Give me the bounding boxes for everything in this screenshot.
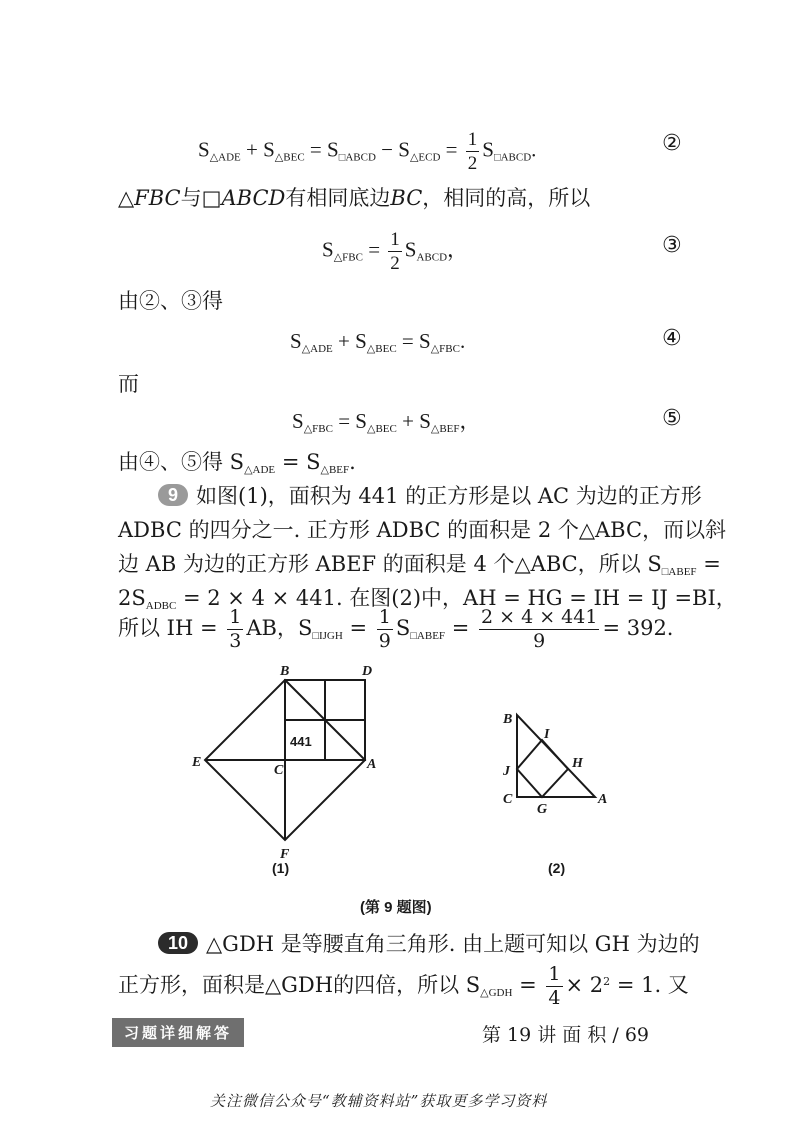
fig2-pt-g: G	[537, 802, 548, 815]
fig2-caption: (2)	[548, 860, 566, 876]
fig1-pt-e: E	[192, 755, 202, 770]
fig2-pt-a: A	[598, 792, 608, 807]
eq2-sub-ade: △ADE	[209, 151, 241, 164]
fig1-caption: (1)	[272, 860, 290, 876]
bottom-note: 关注微信公众号“教辅资料站”获取更多学习资料	[210, 1092, 548, 1110]
fig2-pt-b: B	[503, 712, 513, 727]
fig1-pt-c: C	[274, 763, 284, 778]
equation-3: $S_{\triangle FBC}$ = $\frac{1}{2}$ $S_{ABCD}$，	[322, 229, 469, 274]
fig1-area-label: 441	[290, 734, 312, 749]
text-from-4-5: 由④、⑤得 $S_{\triangle ADE} = S_{\triangle BEF}$.	[118, 450, 356, 476]
footer-section-tab: 习题详细解答	[112, 1018, 244, 1047]
text-and: 而	[118, 372, 139, 396]
figure-2	[495, 705, 625, 815]
square-ihgj	[517, 740, 568, 797]
p10-line-2: 正方形，面积是△GDH的四倍，所以 $S_{\triangle GDH}$ = $\frac{1}{4}$ × $2^2 = 1$. 又	[118, 963, 689, 1009]
figure-1	[180, 660, 400, 880]
equation-2: $S_{\triangle ADE} + S_{\triangle BEC} = S_{□ABCD} - S_{\triangle ECD}$ = $\frac{1}{2}$ $S_{□ABCD}$.	[198, 129, 537, 174]
fig1-pt-b: B	[280, 664, 290, 679]
equation-number-4: ④	[662, 326, 682, 351]
fig1-pt-a: A	[367, 757, 377, 772]
fig2-pt-c: C	[503, 792, 513, 807]
fig2-pt-j: J	[503, 764, 510, 779]
p10-line-1: 10 △GDH 是等腰直角三角形. 由上题可知以 GH 为边的	[158, 929, 700, 959]
equation-number-2: ②	[662, 131, 682, 156]
p9-line-2: ADBC 的四分之一. 正方形 ADBC 的面积是 2 个△ABC，而以斜	[118, 518, 727, 542]
figure-title: (第 9 题图)	[360, 899, 432, 916]
footer-page-info: 第 19 讲 面 积 / 69	[482, 1024, 649, 1046]
problem-10-badge: 10	[158, 932, 198, 954]
equation-5: $S_{\triangle FBC} = S_{\triangle BEC} + S_{\triangle BEF}$，	[292, 409, 481, 435]
fig2-pt-h: H	[572, 756, 583, 771]
text-from-2-3: 由②、③得	[118, 289, 223, 313]
text-line-fbc: △FBC与□ABCD有相同底边BC，相同的高，所以	[118, 186, 591, 210]
p9-line-4: $2S_{ADBC} = 2 \times 4 \times 441$. 在图(2)中，AH = HG = IH = IJ =BI，	[118, 586, 737, 612]
eq2-fraction: $\frac{1}{2}$	[467, 129, 478, 174]
fig2-pt-i: I	[544, 727, 550, 742]
equation-4: $S_{\triangle ADE} + S_{\triangle BEC} = S_{\triangle FBC}$.	[290, 329, 466, 355]
p9-line-3: 边 AB 为边的正方形 ABEF 的面积是 4 个△ABC，所以 $S_{□ABEF}$ =	[118, 552, 721, 578]
equation-number-3: ③	[662, 233, 682, 258]
problem-9-badge: 9	[158, 484, 188, 506]
fig1-pt-d: D	[362, 664, 373, 679]
p9-line-5: 所以 IH = $\frac{1}{3}$ AB，$S_{□IJGH}$ = $\frac{1}{9}$ $S_{□ABEF}$ = $\frac{2 \times 4 \times 441}{9}$ = 392.	[118, 606, 674, 652]
fig1-pt-f: F	[280, 847, 290, 862]
p9-line-1: 9 如图(1)，面积为 441 的正方形是以 AC 为边的正方形	[158, 481, 702, 511]
equation-number-5: ⑤	[662, 406, 682, 431]
